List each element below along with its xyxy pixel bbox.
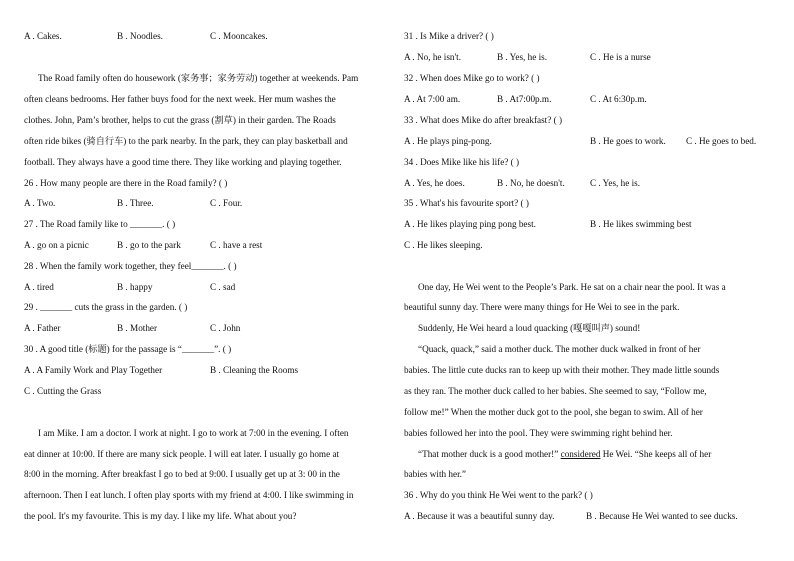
question-36: 36 . Why do you think He Wei went to the park? ( ) xyxy=(404,490,593,500)
passage3-line: One day, He Wei went to the People’s Park. He sat on a chair near the pool. It was a xyxy=(418,282,726,292)
q30-option-a: A . A Family Work and Play Together xyxy=(24,365,163,375)
question-28: 28 . When the family work together, they feel_______. ( ) xyxy=(24,261,237,271)
q26-option-c: C . Four. xyxy=(210,198,243,208)
q28-option-c: C . sad xyxy=(210,282,236,292)
q34-option-b: B . No, he doesn't. xyxy=(497,178,565,188)
q30-option-c: C . Cutting the Grass xyxy=(24,386,102,396)
question-34: 34 . Does Mike like his life? ( ) xyxy=(404,157,520,167)
q25-option-a: A . Cakes. xyxy=(24,31,62,41)
q29-option-c: C . John xyxy=(210,323,241,333)
passage2-line: I am Mike. I am a doctor. I work at night. I go to work at 7:00 in the evening. I often xyxy=(38,428,349,438)
question-33: 33 . What does Mike do after breakfast? ( ) xyxy=(404,115,562,125)
q27-option-a: A . go on a picnic xyxy=(24,240,89,250)
passage3-line: babies followed her into the pool. They were swimming right behind her. xyxy=(404,428,673,438)
q28-option-a: A . tired xyxy=(24,282,54,292)
passage1-line: The Road family often do housework (家务事；家务劳动) together at weekends. Pam xyxy=(38,73,359,83)
dialog-rest: He Wei. “She keeps all of her xyxy=(602,449,712,459)
passage3-line-dialog xyxy=(418,448,711,460)
passage1-line: football. They always have a good time there. They like working and playing together. xyxy=(24,157,342,167)
q31-option-a: A . No, he isn't. xyxy=(404,52,462,62)
q35-option-b: B . He likes swimming best xyxy=(590,219,692,229)
passage1-line: clothes. John, Pam’s brother, helps to cut the grass (割草) in their garden. The Roads xyxy=(24,115,336,125)
q27-option-b: B . go to the park xyxy=(117,240,181,250)
q26-option-b: B . Three. xyxy=(117,198,154,208)
passage2-line: the pool. It's my favourite. This is my day. I like my life. What about you? xyxy=(24,511,297,521)
dialog-quote: “That mother duck is a good mother!” xyxy=(418,449,559,459)
q32-option-a: A . At 7:00 am. xyxy=(404,94,461,104)
q32-option-c: C . At 6:30p.m. xyxy=(590,94,647,104)
passage3-line: follow me!” When the mother duck got to the pool, she began to swim. All of her xyxy=(404,407,703,417)
q35-option-c: C . He likes sleeping. xyxy=(404,240,483,250)
q33-option-b: B . He goes to work. xyxy=(590,136,666,146)
passage2-line: eat dinner at 10:00. If there are many sick people. I will eat later. I usually go home at xyxy=(24,449,340,459)
underlined-word: considered xyxy=(560,449,601,459)
question-35: 35 . What's his favourite sport? ( ) xyxy=(404,198,529,208)
q31-option-b: B . Yes, he is. xyxy=(497,52,548,62)
q35-option-a: A . He likes playing ping pong best. xyxy=(404,219,536,229)
q28-option-b: B . happy xyxy=(117,282,153,292)
q25-option-c: C . Mooncakes. xyxy=(210,31,268,41)
question-29: 29 . _______ cuts the grass in the garden. ( ) xyxy=(24,302,188,312)
passage1-line: often ride bikes (骑自行车) to the park nearby. In the park, they can play basketball and xyxy=(24,136,348,146)
q34-option-c: C . Yes, he is. xyxy=(590,178,641,188)
q29-option-a: A . Father xyxy=(24,323,61,333)
q29-option-b: B . Mother xyxy=(117,323,158,333)
q25-option-b: B . Noodles. xyxy=(117,31,163,41)
q32-option-b: B . At7:00p.m. xyxy=(497,94,552,104)
passage3-line: beautiful sunny day. There were many things for He Wei to see in the park. xyxy=(404,302,680,312)
q36-option-a: A . Because it was a beautiful sunny day. xyxy=(404,511,555,521)
q27-option-c: C . have a rest xyxy=(210,240,263,250)
question-31: 31 . Is Mike a driver? ( ) xyxy=(404,31,494,41)
q34-option-a: A . Yes, he does. xyxy=(404,178,465,188)
q26-option-a: A . Two. xyxy=(24,198,56,208)
passage3-line: babies. The little cute ducks ran to keep up with their mother. They made little sounds xyxy=(404,365,720,375)
q31-option-c: C . He is a nurse xyxy=(590,52,651,62)
passage3-line: Suddenly, He Wei heard a loud quacking (嘎嘎叫声) sound! xyxy=(418,323,641,333)
passage2-line: afternoon. Then I eat lunch. I often play sports with my friend at 4:00. I like swimming in xyxy=(24,490,354,500)
question-26: 26 . How many people are there in the Road family? ( ) xyxy=(24,178,228,188)
passage1-line: often cleans bedrooms. Her father buys food for the next week. Her mum washes the xyxy=(24,94,336,104)
passage3-line: as they ran. The mother duck called to her babies. She seemed to say, “Follow me, xyxy=(404,386,707,396)
q33-option-a: A . He plays ping-pong. xyxy=(404,136,492,146)
passage3-line: “Quack, quack,” said a mother duck. The mother duck walked in front of her xyxy=(418,344,701,354)
q30-option-b: B . Cleaning the Rooms xyxy=(210,365,299,375)
passage3-line: babies with her.” xyxy=(404,469,466,479)
question-30: 30 . A good title (标题) for the passage is “_______”. ( ) xyxy=(24,344,232,354)
question-27: 27 . The Road family like to _______. ( ) xyxy=(24,219,176,229)
question-32: 32 . When does Mike go to work? ( ) xyxy=(404,73,540,83)
q36-option-b: B . Because He Wei wanted to see ducks. xyxy=(586,511,738,521)
passage2-line: 8:00 in the morning. After breakfast I go to bed at 9:00. I usually get up at 3: 00 in the xyxy=(24,469,340,479)
q33-option-c: C . He goes to bed. xyxy=(686,136,757,146)
